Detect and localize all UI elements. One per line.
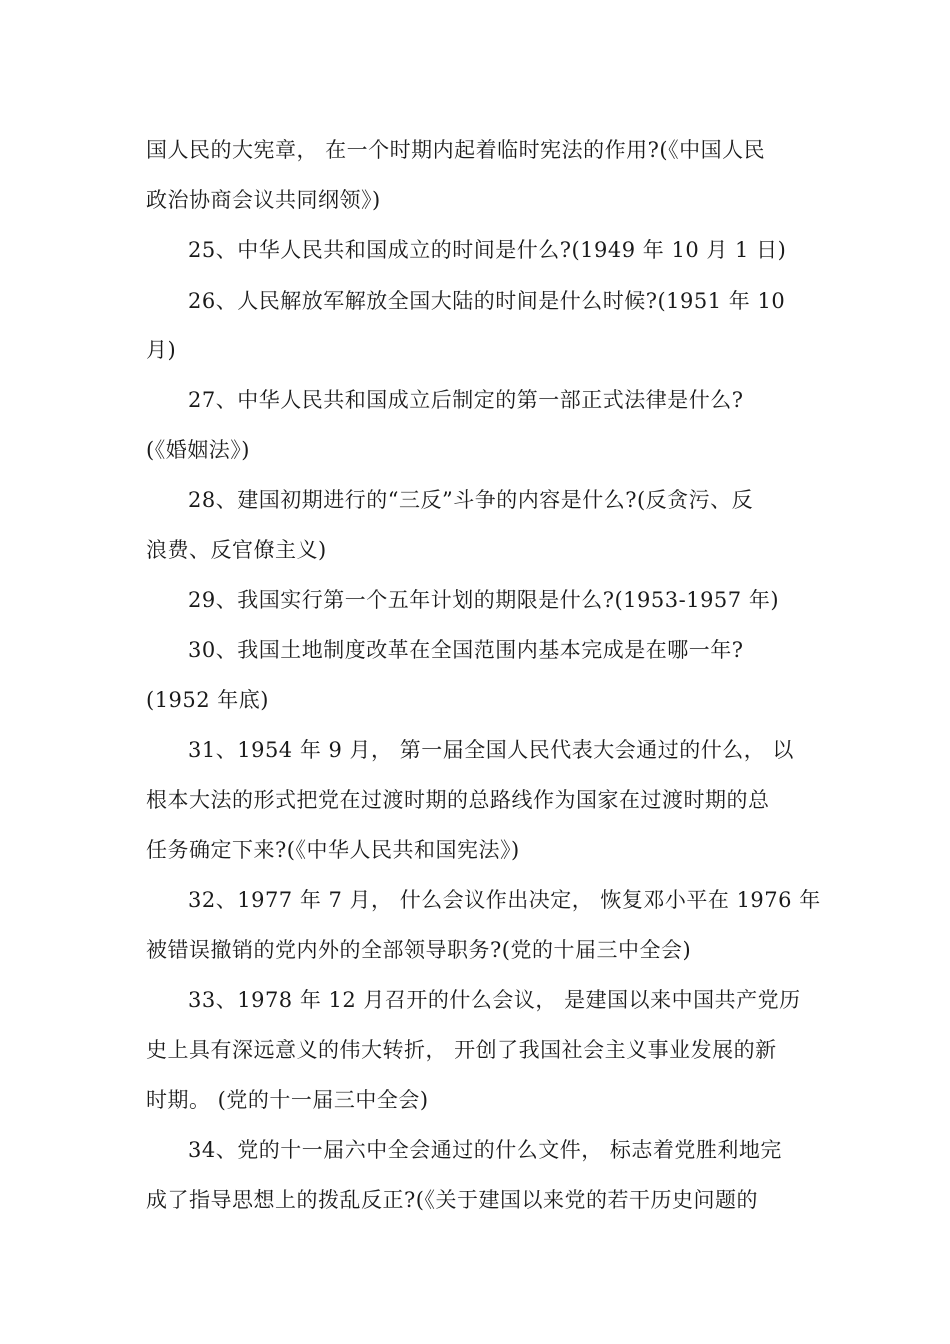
text-line: 25、中华人民共和国成立的时间是什么?(1949 年 10 月 1 日) [188, 238, 787, 262]
text-line: 31、1954 年 9 月， 第一届全国人民代表大会通过的什么， 以 [188, 738, 794, 762]
text-line: (《婚姻法》) [146, 438, 250, 462]
text-line: 时期。 (党的十一届三中全会) [146, 1088, 429, 1112]
text-line: 33、1978 年 12 月召开的什么会议， 是建国以来中国共产党历 [188, 988, 801, 1012]
text-line: (1952 年底) [146, 688, 270, 712]
text-line: 国人民的大宪章， 在一个时期内起着临时宪法的作用?(《中国人民 [146, 138, 766, 162]
text-line: 成了指导思想上的拨乱反正?(《关于建国以来党的若干历史问题的 [146, 1188, 758, 1212]
text-line: 任务确定下来?(《中华人民共和国宪法》) [146, 838, 520, 862]
text-line: 被错误撤销的党内外的全部领导职务?(党的十届三中全会) [146, 938, 692, 962]
text-line: 27、中华人民共和国成立后制定的第一部正式法律是什么? [188, 388, 744, 412]
text-line: 34、党的十一届六中全会通过的什么文件， 标志着党胜利地完 [188, 1138, 782, 1162]
text-line: 30、我国土地制度改革在全国范围内基本完成是在哪一年? [188, 638, 744, 662]
text-line: 根本大法的形式把党在过渡时期的总路线作为国家在过渡时期的总 [146, 788, 770, 812]
text-line: 28、建国初期进行的“三反”斗争的内容是什么?(反贪污、反 [188, 488, 754, 512]
text-line: 32、1977 年 7 月， 什么会议作出决定， 恢复邓小平在 1976 年 [188, 888, 821, 912]
text-line: 29、我国实行第一个五年计划的期限是什么?(1953-1957 年) [188, 588, 780, 612]
text-line: 史上具有深远意义的伟大转折， 开创了我国社会主义事业发展的新 [146, 1038, 777, 1062]
text-line: 政治协商会议共同纲领》) [146, 188, 381, 212]
text-line: 26、人民解放军解放全国大陆的时间是什么时候?(1951 年 10 [188, 289, 786, 313]
text-line: 月) [146, 338, 177, 362]
text-line: 浪费、反官僚主义) [146, 538, 327, 562]
